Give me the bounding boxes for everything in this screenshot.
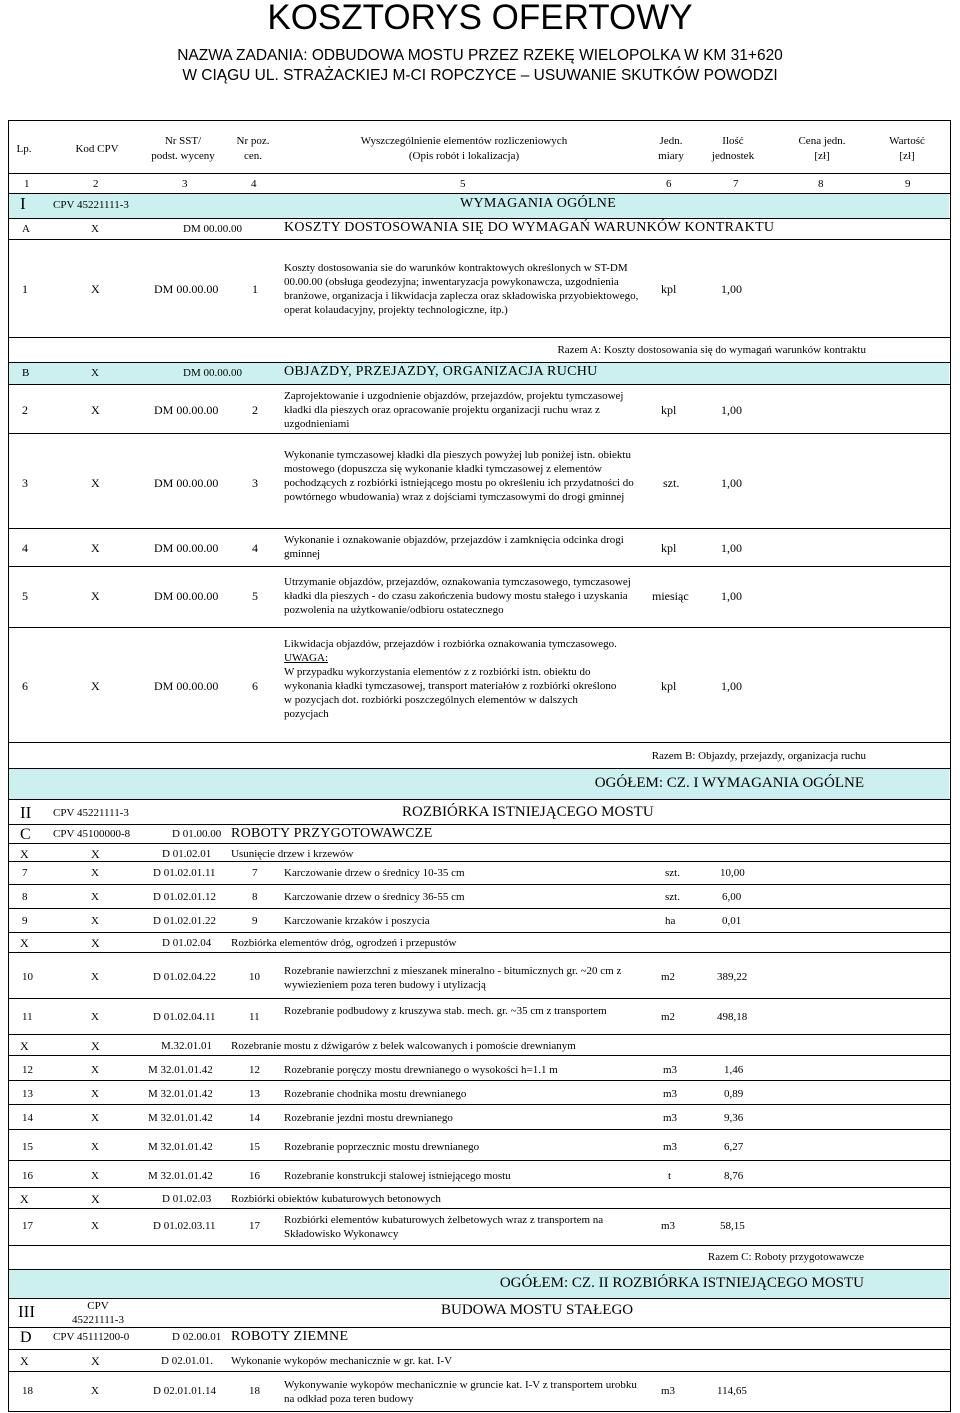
description: Karczowanie krzaków i poszycia xyxy=(284,915,430,927)
description: Wykonanie i oznakowanie objazdów, przejazdów i zamknięcia odcinka drogi gminnej xyxy=(284,534,624,560)
sub5-code: D 02.01.01. xyxy=(161,1355,213,1367)
grid-line xyxy=(8,1034,950,1035)
row-x: X xyxy=(91,589,100,603)
lp: 9 xyxy=(22,915,28,927)
unit: m3 xyxy=(661,1220,676,1232)
sub2-title: Rozbiórka elementów dróg, ogrodzeń i przepustów xyxy=(231,937,457,949)
poz: 17 xyxy=(249,1220,260,1232)
col-sst-sub: podst. wyceny xyxy=(151,150,215,162)
lp: 15 xyxy=(22,1141,33,1153)
grid-line xyxy=(8,1411,950,1412)
unit: kpl xyxy=(661,403,677,417)
sst-code: D 02.01.01.14 xyxy=(153,1385,216,1397)
grid-line xyxy=(8,337,950,338)
colnum: 2 xyxy=(93,178,99,190)
part3-title: BUDOWA MOSTU STAŁEGO xyxy=(441,1302,634,1318)
sub1-code: D 01.02.01 xyxy=(162,848,212,860)
col-opis-sub: (Opis robót i lokalizacja) xyxy=(408,150,520,162)
colnum: 5 xyxy=(460,178,466,190)
quantity: 1,46 xyxy=(724,1064,744,1076)
description: Utrzymanie objazdów, przejazdów, oznakowania tymczasowego, tymczasowej kładki dla pieszych - do czasu zakończenia budowy mostu stałego i uzyskania pozwolenia na użytkowanie/odbioru ostatecznego xyxy=(284,576,631,616)
sub2-a: X xyxy=(20,936,29,950)
col-lp: Lp. xyxy=(16,143,32,155)
col-wartosc: Wartość xyxy=(889,135,925,147)
grid-line xyxy=(8,1298,950,1299)
col-ilosc-sub: jednostek xyxy=(711,150,755,162)
quantity: 6,27 xyxy=(724,1141,744,1153)
quantity: 114,65 xyxy=(717,1385,747,1397)
lp: 4 xyxy=(22,541,28,555)
grid-line xyxy=(8,998,950,999)
poz: 11 xyxy=(249,1011,260,1023)
sst-code: DM 00.00.00 xyxy=(154,282,219,296)
col-wartosc-sub: [zł] xyxy=(899,150,915,162)
secA-x: X xyxy=(91,223,99,235)
secA-code: DM 00.00.00 xyxy=(183,223,242,235)
poz: 14 xyxy=(249,1112,260,1124)
grid-line xyxy=(8,362,950,363)
secC-code: D 01.00.00 xyxy=(172,828,222,840)
lp: 14 xyxy=(22,1112,33,1124)
lp: 8 xyxy=(22,891,28,903)
description xyxy=(284,637,624,721)
row-x: X xyxy=(91,1170,99,1182)
row-x: X xyxy=(91,971,99,983)
part2-title: ROZBIÓRKA ISTNIEJĄCEGO MOSTU xyxy=(402,804,654,820)
row-x: X xyxy=(91,867,99,879)
uwaga-label: UWAGA: xyxy=(284,652,328,664)
page-title: KOSZTORYS OFERTOWY xyxy=(267,0,693,37)
poz: 16 xyxy=(249,1170,260,1182)
grid-line xyxy=(8,799,950,800)
grid-line xyxy=(8,528,950,529)
grid-line xyxy=(8,627,950,628)
colnum: 7 xyxy=(733,178,739,190)
description: Wykonanie tymczasowej kładki dla pieszych powyżej lub poniżej istn. obiektu mostowego (dopuszcza się wykonanie kładki tymczasowej z elementów pochodzących z rozbiórki istniejącego mostu po określeniu ich przydatności do powtórnego wbudowania) wraz z dojściami tymczasowymi do drogi gminnej xyxy=(284,449,634,503)
quantity: 1,00 xyxy=(721,541,742,555)
sub5-title: Wykonanie wykopów mechanicznie w gr. kat. I-V xyxy=(231,1355,453,1367)
description: Rozbiórki elementów kubaturowych żelbetowych wraz z transportem na Składowisko Wykonawcy xyxy=(284,1214,604,1240)
secA-letter: A xyxy=(22,223,30,235)
sst-code: DM 00.00.00 xyxy=(154,679,219,693)
row-x: X xyxy=(91,1385,99,1397)
razem-a: Razem A: Koszty dostosowania się do wymagań warunków kontraktu xyxy=(557,344,866,356)
grid-line xyxy=(8,433,950,434)
sst-code: D 01.02.01.11 xyxy=(153,867,216,879)
part3-cpv: CPV xyxy=(87,1300,109,1312)
poz: 9 xyxy=(252,915,258,927)
grid-line xyxy=(8,239,950,240)
lp: 11 xyxy=(22,1011,33,1023)
description: Koszty dostosowania sie do warunków kontraktowych określonych w ST-DM 00.00.00 (obsługa geodezyjna; inwentaryzacja powykonawcza, uzgodnienia branżowe, organizacja i likwidacja zaplecza oraz składowiska przyobiektowego, operat kolaudacyjny, projekty technologiczne, itp.) xyxy=(284,262,639,316)
poz: 18 xyxy=(249,1385,260,1397)
secB-code: DM 00.00.00 xyxy=(183,367,242,379)
secD-cpv: CPV 45111200-0 xyxy=(53,1331,130,1343)
quantity: 6,00 xyxy=(722,891,742,903)
poz: 10 xyxy=(249,971,260,983)
sst-code: D 01.02.03.11 xyxy=(153,1220,216,1232)
sub3-code: M.32.01.01 xyxy=(161,1040,213,1052)
row-x: X xyxy=(91,1141,99,1153)
unit: m2 xyxy=(661,1011,676,1023)
grid-line xyxy=(8,952,950,953)
sst-code: D 01.02.01.12 xyxy=(153,891,216,903)
unit: kpl xyxy=(661,282,677,296)
unit: miesiąc xyxy=(652,589,689,603)
sst-code: DM 00.00.00 xyxy=(154,541,219,555)
description: Rozebranie nawierzchni z mieszanek mineralno - bitumicznych gr. ~20 cm z wywiezieniem poza teren budowy i utylizacją xyxy=(284,965,622,991)
sst-code: DM 00.00.00 xyxy=(154,403,219,417)
part2-number: II xyxy=(20,803,32,822)
lp: 5 xyxy=(22,589,28,603)
lp: 6 xyxy=(22,679,28,693)
lp: 13 xyxy=(22,1088,33,1100)
quantity: 9,36 xyxy=(724,1112,744,1124)
grid-line xyxy=(8,120,9,1412)
sub4-code: D 01.02.03 xyxy=(162,1193,212,1205)
quantity: 0,89 xyxy=(724,1088,744,1100)
grid-line xyxy=(8,1269,950,1270)
grid-line xyxy=(8,384,950,385)
sub4-title: Rozbiórki obiektów kubaturowych betonowych xyxy=(231,1193,441,1205)
grid-line xyxy=(8,824,950,825)
poz: 3 xyxy=(252,476,258,490)
secC-letter: C xyxy=(20,826,31,843)
secA-title: KOSZTY DOSTOSOWANIA SIĘ DO WYMAGAŃ WARUNKÓW KONTRAKTU xyxy=(284,220,775,235)
razem-c: Razem C: Roboty przygotowawcze xyxy=(707,1251,864,1263)
grid-line xyxy=(8,742,950,743)
sub3-a: X xyxy=(20,1039,29,1053)
lp: 3 xyxy=(22,476,28,490)
grid-line xyxy=(8,173,950,174)
grid-line xyxy=(8,1371,950,1372)
poz: 1 xyxy=(252,282,258,296)
total-part2: OGÓŁEM: CZ. II ROZBIÓRKA ISTNIEJĄCEGO MOSTU xyxy=(499,1275,864,1291)
col-jedn: Jedn. xyxy=(659,135,683,147)
description: Karczowanie drzew o średnicy 36-55 cm xyxy=(284,891,465,903)
colnum: 9 xyxy=(905,178,911,190)
grid-line xyxy=(8,193,950,194)
secD-title: ROBOTY ZIEMNE xyxy=(231,1329,349,1344)
secC-title: ROBOTY PRZYGOTOWAWCZE xyxy=(231,826,433,841)
row-x: X xyxy=(91,1112,99,1124)
grid-line xyxy=(8,884,950,885)
poz: 6 xyxy=(252,679,258,693)
grid-line xyxy=(8,218,950,219)
col-cena-sub: [zł] xyxy=(814,150,830,162)
razem-b: Razem B: Objazdy, przejazdy, organizacja ruchu xyxy=(651,750,866,762)
description: Rozebranie poręczy mostu drewnianego o wysokości h=1.1 m xyxy=(284,1064,558,1076)
task-name-line1: NAZWA ZADANIA: ODBUDOWA MOSTU PRZEZ RZEKĘ WIELOPOLKA W KM 31+620 xyxy=(177,47,783,64)
unit: t xyxy=(668,1170,672,1182)
unit: m3 xyxy=(663,1088,678,1100)
row-x: X xyxy=(91,891,99,903)
grid-line xyxy=(8,1055,950,1056)
col-poz: Nr poz. xyxy=(236,135,270,147)
quantity: 1,00 xyxy=(721,476,742,490)
part3-cpv-number: 45221111-3 xyxy=(72,1314,124,1326)
lp: 1 xyxy=(22,282,28,296)
row-x: X xyxy=(91,541,100,555)
grid-line xyxy=(8,120,950,121)
poz: 15 xyxy=(249,1141,260,1153)
quantity: 1,00 xyxy=(721,282,742,296)
grid-line xyxy=(950,120,951,1412)
secD-letter: D xyxy=(20,1329,32,1346)
grid-line xyxy=(8,1187,950,1188)
col-sst: Nr SST/ xyxy=(164,135,202,147)
grid-line xyxy=(8,1208,950,1209)
grid-line xyxy=(8,1349,950,1350)
poz: 12 xyxy=(249,1064,260,1076)
task-name-line2: W CIĄGU UL. STRAŻACKIEJ M-CI ROPCZYCE – USUWANIE SKUTKÓW POWODZI xyxy=(182,67,778,84)
quantity: 389,22 xyxy=(717,971,748,983)
grid-line xyxy=(8,1160,950,1161)
unit: m3 xyxy=(663,1112,678,1124)
sst-code: DM 00.00.00 xyxy=(154,589,219,603)
sst-code: M 32.01.01.42 xyxy=(148,1170,213,1182)
sst-code: D 01.02.04.11 xyxy=(153,1011,216,1023)
lp: 16 xyxy=(22,1170,33,1182)
description: Karczowanie drzew o średnicy 10-35 cm xyxy=(284,867,465,879)
sst-code: D 01.02.04.22 xyxy=(153,971,216,983)
sub1-a: X xyxy=(20,847,29,861)
unit: szt. xyxy=(665,867,680,879)
grid-line xyxy=(8,1080,950,1081)
grid-line xyxy=(8,1245,950,1246)
part1-title: WYMAGANIA OGÓLNE xyxy=(460,196,617,211)
sst-code: M 32.01.01.42 xyxy=(148,1141,213,1153)
quantity: 0,01 xyxy=(722,915,742,927)
row-x: X xyxy=(91,915,99,927)
row-x: X xyxy=(91,679,100,693)
row-x: X xyxy=(91,476,100,490)
row-x: X xyxy=(91,1220,99,1232)
poz: 13 xyxy=(249,1088,260,1100)
sub3-title: Rozebranie mostu z dźwigarów z belek walcowanych i pomoście drewnianym xyxy=(231,1040,576,1052)
sub2-code: D 01.02.04 xyxy=(162,937,212,949)
quantity: 1,00 xyxy=(721,679,742,693)
colnum: 1 xyxy=(24,178,30,190)
col-kod: Kod CPV xyxy=(75,143,119,155)
sub4-b: X xyxy=(91,1192,100,1206)
description: Wykonywanie wykopów mechanicznie w gruncie kat. I-V z transportem urobku na odkład poza teren budowy xyxy=(284,1379,637,1405)
grid-line xyxy=(8,1129,950,1130)
unit: m3 xyxy=(663,1064,678,1076)
sst-code: M 32.01.01.42 xyxy=(148,1112,213,1124)
sst-code: M 32.01.01.42 xyxy=(148,1064,213,1076)
grid-line xyxy=(8,768,950,769)
description: Rozebranie podbudowy z kruszywa stab. mech. gr. ~35 cm z transportem xyxy=(284,1005,607,1017)
secD-code: D 02.00.01 xyxy=(172,1331,222,1343)
lp: 12 xyxy=(22,1064,33,1076)
total-part1: OGÓŁEM: CZ. I WYMAGANIA OGÓLNE xyxy=(594,775,864,791)
sub2-b: X xyxy=(91,936,100,950)
grid-line xyxy=(8,861,950,862)
quantity: 58,15 xyxy=(720,1220,745,1232)
secC-cpv: CPV 45100000-8 xyxy=(53,828,131,840)
sst-code: DM 00.00.00 xyxy=(154,476,219,490)
grid-line xyxy=(8,1104,950,1105)
col-jedn-sub: miary xyxy=(658,150,684,162)
grid-line xyxy=(8,1327,950,1328)
grid-line xyxy=(8,566,950,567)
sub5-b: X xyxy=(91,1354,100,1368)
poz: 2 xyxy=(252,403,258,417)
sst-code: M 32.01.01.42 xyxy=(148,1088,213,1100)
col-ilosc: Ilość xyxy=(722,135,744,147)
unit: kpl xyxy=(661,541,677,555)
col-cena: Cena jedn. xyxy=(798,135,846,147)
row-x: X xyxy=(91,282,100,296)
grid-line xyxy=(8,908,950,909)
col-poz-sub: cen. xyxy=(243,150,262,162)
colnum: 8 xyxy=(818,178,824,190)
lp: 10 xyxy=(22,971,33,983)
part2-cpv: CPV 45221111-3 xyxy=(53,807,129,819)
description: Rozebranie poprzecznic mostu drewnianego xyxy=(284,1141,480,1153)
description-part: W przypadku wykorzystania elementów z z rozbiórki istn. obiektu do wykonania kładki tymczasowej, transport materiałów z rozbiórki określono w pozycjach dot. rozbiórki poszczególnych elementów w dalszych pozycjach xyxy=(284,666,617,720)
grid-line xyxy=(8,932,950,933)
unit: kpl xyxy=(661,679,677,693)
poz: 5 xyxy=(252,589,258,603)
unit: m2 xyxy=(661,971,676,983)
description-part: Likwidacja objazdów, przejazdów i rozbiórka oznakowania tymczasowego. xyxy=(284,638,617,650)
colnum: 6 xyxy=(666,178,672,190)
sub1-title: Usunięcie drzew i krzewów xyxy=(231,848,354,860)
row-x: X xyxy=(91,403,100,417)
colnum: 4 xyxy=(251,178,257,190)
quantity: 1,00 xyxy=(721,589,742,603)
secB-title: OBJAZDY, PRZEJAZDY, ORGANIZACJA RUCHU xyxy=(284,364,598,379)
description: Zaprojektowanie i uzgodnienie objazdów, przejazdów, projektu tymczasowej kładki dla pieszych oraz opracowanie projektu organizacji ruchu wraz z uzgodnieniami xyxy=(284,390,624,430)
quantity: 498,18 xyxy=(717,1011,748,1023)
unit: ha xyxy=(665,915,676,927)
part1-cpv: CPV 45221111-3 xyxy=(53,199,129,211)
poz: 8 xyxy=(252,891,258,903)
part3-number: III xyxy=(18,1302,35,1321)
unit: szt. xyxy=(663,476,680,490)
description: Rozebranie jezdni mostu drewnianego xyxy=(284,1112,453,1124)
secB-letter: B xyxy=(22,367,30,379)
sub5-a: X xyxy=(20,1354,29,1368)
quantity: 1,00 xyxy=(721,403,742,417)
sst-code: D 01.02.01.22 xyxy=(153,915,216,927)
secB-x: X xyxy=(91,367,99,379)
row-x: X xyxy=(91,1011,99,1023)
lp: 18 xyxy=(22,1385,33,1397)
poz: 7 xyxy=(252,867,258,879)
part1-number: I xyxy=(20,194,26,213)
row-x: X xyxy=(91,1064,99,1076)
description: Rozebranie konstrukcji stalowej istniejącego mostu xyxy=(284,1170,511,1182)
sub1-b: X xyxy=(91,847,100,861)
col-opis: Wyszczególnienie elementów rozliczeniowych xyxy=(360,135,568,147)
description: Rozebranie chodnika mostu drewnianego xyxy=(284,1088,467,1100)
grid-line xyxy=(8,843,950,844)
lp: 2 xyxy=(22,403,28,417)
colnum: 3 xyxy=(182,178,188,190)
row-x: X xyxy=(91,1088,99,1100)
unit: szt. xyxy=(665,891,680,903)
sub3-b: X xyxy=(91,1039,100,1053)
unit: m3 xyxy=(663,1141,678,1153)
lp: 17 xyxy=(22,1220,33,1232)
lp: 7 xyxy=(22,867,28,879)
quantity: 10,00 xyxy=(720,867,745,879)
poz: 4 xyxy=(252,541,258,555)
sub4-a: X xyxy=(20,1192,29,1206)
quantity: 8,76 xyxy=(724,1170,744,1182)
unit: m3 xyxy=(661,1385,676,1397)
